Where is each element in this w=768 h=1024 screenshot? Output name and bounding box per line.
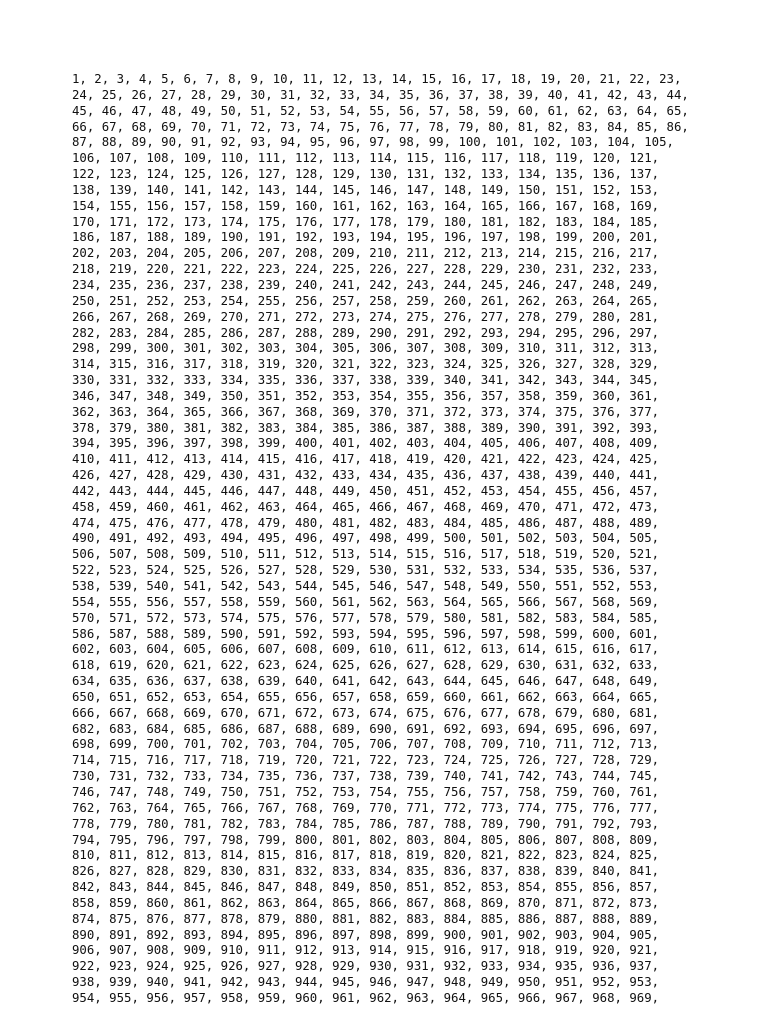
text-line: 938, 939, 940, 941, 942, 943, 944, 945, 946, 947, 948, 949, 950, 951, 952, 953, [72,975,660,990]
text-line: 66, 67, 68, 69, 70, 71, 72, 73, 74, 75, 76, 77, 78, 79, 80, 81, 82, 83, 84, 85, 86, [72,119,689,134]
text-line: 218, 219, 220, 221, 222, 223, 224, 225, 226, 227, 228, 229, 230, 231, 232, 233, [72,262,660,277]
text-line: 826, 827, 828, 829, 830, 831, 832, 833, 834, 835, 836, 837, 838, 839, 840, 841, [72,864,660,879]
text-line: 1, 2, 3, 4, 5, 6, 7, 8, 9, 10, 11, 12, 13, 14, 15, 16, 17, 18, 19, 20, 21, 22, 23, [72,72,682,86]
text-line: 87, 88, 89, 90, 91, 92, 93, 94, 95, 96, 97, 98, 99, 100, 101, 102, 103, 104, 105, [72,135,674,150]
text-line: 570, 571, 572, 573, 574, 575, 576, 577, 578, 579, 580, 581, 582, 583, 584, 585, [72,610,660,625]
text-line: 394, 395, 396, 397, 398, 399, 400, 401, 402, 403, 404, 405, 406, 407, 408, 409, [72,436,660,451]
text-line: 810, 811, 812, 813, 814, 815, 816, 817, 818, 819, 820, 821, 822, 823, 824, 825, [72,848,660,863]
text-line: 442, 443, 444, 445, 446, 447, 448, 449, 450, 451, 452, 453, 454, 455, 456, 457, [72,483,660,498]
text-line: 154, 155, 156, 157, 158, 159, 160, 161, 162, 163, 164, 165, 166, 167, 168, 169, [72,198,660,213]
text-line: 906, 907, 908, 909, 910, 911, 912, 913, 914, 915, 916, 917, 918, 919, 920, 921, [72,943,660,958]
text-line: 298, 299, 300, 301, 302, 303, 304, 305, 306, 307, 308, 309, 310, 311, 312, 313, [72,341,660,356]
text-line: 426, 427, 428, 429, 430, 431, 432, 433, 434, 435, 436, 437, 438, 439, 440, 441, [72,468,660,483]
text-line: 314, 315, 316, 317, 318, 319, 320, 321, 322, 323, 324, 325, 326, 327, 328, 329, [72,357,660,372]
text-line: 266, 267, 268, 269, 270, 271, 272, 273, 274, 275, 276, 277, 278, 279, 280, 281, [72,309,660,324]
text-line: 778, 779, 780, 781, 782, 783, 784, 785, 786, 787, 788, 789, 790, 791, 792, 793, [72,816,660,831]
text-line: 250, 251, 252, 253, 254, 255, 256, 257, 258, 259, 260, 261, 262, 263, 264, 265, [72,293,660,308]
text-line: 170, 171, 172, 173, 174, 175, 176, 177, 178, 179, 180, 181, 182, 183, 184, 185, [72,214,660,229]
text-line: 602, 603, 604, 605, 606, 607, 608, 609, 610, 611, 612, 613, 614, 615, 616, 617, [72,642,660,657]
text-line: 618, 619, 620, 621, 622, 623, 624, 625, 626, 627, 628, 629, 630, 631, 632, 633, [72,658,660,673]
text-line: 282, 283, 284, 285, 286, 287, 288, 289, 290, 291, 292, 293, 294, 295, 296, 297, [72,325,660,340]
text-line: 954, 955, 956, 957, 958, 959, 960, 961, 962, 963, 964, 965, 966, 967, 968, 969, [72,990,660,1005]
text-line: 106, 107, 108, 109, 110, 111, 112, 113, 114, 115, 116, 117, 118, 119, 120, 121, [72,151,660,166]
text-line: 714, 715, 716, 717, 718, 719, 720, 721, 722, 723, 724, 725, 726, 727, 728, 729, [72,753,660,768]
text-line: 410, 411, 412, 413, 414, 415, 416, 417, 418, 419, 420, 421, 422, 423, 424, 425, [72,452,660,467]
text-line: 490, 491, 492, 493, 494, 495, 496, 497, 498, 499, 500, 501, 502, 503, 504, 505, [72,531,660,546]
text-line: 698, 699, 700, 701, 702, 703, 704, 705, 706, 707, 708, 709, 710, 711, 712, 713, [72,737,660,752]
text-line: 890, 891, 892, 893, 894, 895, 896, 897, 898, 899, 900, 901, 902, 903, 904, 905, [72,927,660,942]
text-line: 45, 46, 47, 48, 49, 50, 51, 52, 53, 54, 55, 56, 57, 58, 59, 60, 61, 62, 63, 64, 65, [72,103,689,118]
text-line: 24, 25, 26, 27, 28, 29, 30, 31, 32, 33, 34, 35, 36, 37, 38, 39, 40, 41, 42, 43, 44, [72,87,689,102]
text-line: 202, 203, 204, 205, 206, 207, 208, 209, 210, 211, 212, 213, 214, 215, 216, 217, [72,246,660,261]
text-line: 506, 507, 508, 509, 510, 511, 512, 513, 514, 515, 516, 517, 518, 519, 520, 521, [72,547,660,562]
text-line: 794, 795, 796, 797, 798, 799, 800, 801, 802, 803, 804, 805, 806, 807, 808, 809, [72,832,660,847]
text-line: 346, 347, 348, 349, 350, 351, 352, 353, 354, 355, 356, 357, 358, 359, 360, 361, [72,388,660,403]
text-line: 186, 187, 188, 189, 190, 191, 192, 193, 194, 195, 196, 197, 198, 199, 200, 201, [72,230,660,245]
text-line: 922, 923, 924, 925, 926, 927, 928, 929, 930, 931, 932, 933, 934, 935, 936, 937, [72,959,660,974]
text-line: 586, 587, 588, 589, 590, 591, 592, 593, 594, 595, 596, 597, 598, 599, 600, 601, [72,626,660,641]
text-line: 650, 651, 652, 653, 654, 655, 656, 657, 658, 659, 660, 661, 662, 663, 664, 665, [72,689,660,704]
text-line: 634, 635, 636, 637, 638, 639, 640, 641, 642, 643, 644, 645, 646, 647, 648, 649, [72,674,660,689]
text-line: 554, 555, 556, 557, 558, 559, 560, 561, 562, 563, 564, 565, 566, 567, 568, 569, [72,594,660,609]
text-line: 458, 459, 460, 461, 462, 463, 464, 465, 466, 467, 468, 469, 470, 471, 472, 473, [72,499,660,514]
text-line: 874, 875, 876, 877, 878, 879, 880, 881, 882, 883, 884, 885, 886, 887, 888, 889, [72,911,660,926]
text-line: 362, 363, 364, 365, 366, 367, 368, 369, 370, 371, 372, 373, 374, 375, 376, 377, [72,404,660,419]
text-line: 122, 123, 124, 125, 126, 127, 128, 129, 130, 131, 132, 133, 134, 135, 136, 137, [72,167,660,182]
text-line: 858, 859, 860, 861, 862, 863, 864, 865, 866, 867, 868, 869, 870, 871, 872, 873, [72,895,660,910]
text-line: 538, 539, 540, 541, 542, 543, 544, 545, 546, 547, 548, 549, 550, 551, 552, 553, [72,579,660,593]
text-line: 330, 331, 332, 333, 334, 335, 336, 337, 338, 339, 340, 341, 342, 343, 344, 345, [72,373,660,388]
text-line: 378, 379, 380, 381, 382, 383, 384, 385, 386, 387, 388, 389, 390, 391, 392, 393, [72,420,660,435]
text-line: 682, 683, 684, 685, 686, 687, 688, 689, 690, 691, 692, 693, 694, 695, 696, 697, [72,721,660,736]
text-line: 746, 747, 748, 749, 750, 751, 752, 753, 754, 755, 756, 757, 758, 759, 760, 761, [72,784,660,799]
text-line: 842, 843, 844, 845, 846, 847, 848, 849, 850, 851, 852, 853, 854, 855, 856, 857, [72,880,660,895]
text-line: 234, 235, 236, 237, 238, 239, 240, 241, 242, 243, 244, 245, 246, 247, 248, 249, [72,277,660,292]
number-sequence-text [72,72,712,1007]
text-line: 730, 731, 732, 733, 734, 735, 736, 737, 738, 739, 740, 741, 742, 743, 744, 745, [72,769,660,784]
text-line: 474, 475, 476, 477, 478, 479, 480, 481, 482, 483, 484, 485, 486, 487, 488, 489, [72,515,660,530]
text-line: 762, 763, 764, 765, 766, 767, 768, 769, 770, 771, 772, 773, 774, 775, 776, 777, [72,800,660,815]
text-line: 522, 523, 524, 525, 526, 527, 528, 529, 530, 531, 532, 533, 534, 535, 536, 537, [72,563,660,578]
text-line: 666, 667, 668, 669, 670, 671, 672, 673, 674, 675, 676, 677, 678, 679, 680, 681, [72,705,660,720]
text-line: 138, 139, 140, 141, 142, 143, 144, 145, 146, 147, 148, 149, 150, 151, 152, 153, [72,182,660,197]
